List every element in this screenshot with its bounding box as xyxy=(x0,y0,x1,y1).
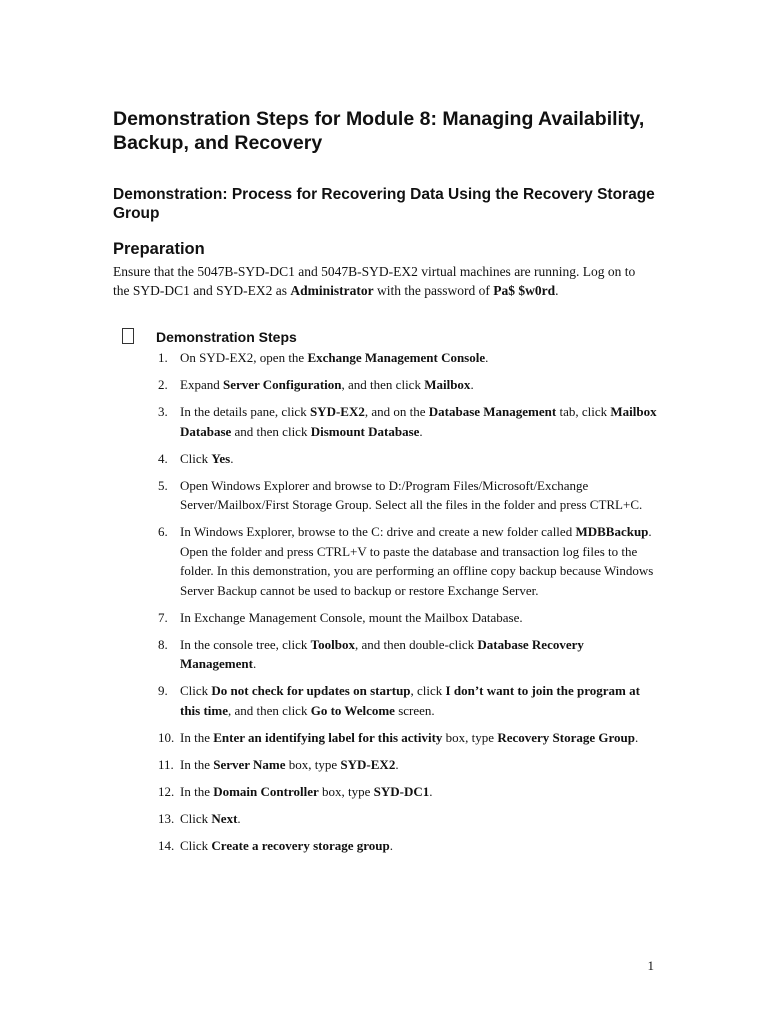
missing-glyph-icon xyxy=(122,328,134,344)
preparation-heading: Preparation xyxy=(113,240,205,258)
step-14: 14. Click Create a recovery storage group. xyxy=(158,837,394,853)
step-6: 6. In Windows Explorer, browse to the C: drive and create a new folder called MDBBackup. Open the folder and press CTRL+V to paste the database and transaction log files to the folder. In this demonstration, you are performing an offline copy backup because Windows Server Backup cannot be used to backup or restore Exchange Server. xyxy=(158,524,654,598)
step-12: 12. In the Domain Controller box, type SYD-DC1. xyxy=(158,783,433,799)
step-10: 10. In the Enter an identifying label for this activity box, type Recovery Storage Group. xyxy=(158,729,639,745)
demonstration-steps-list xyxy=(148,348,663,863)
step-3: 3. In the details pane, click SYD-EX2, and on the Database Management tab, click Mailbox Database and then click Dismount Database. xyxy=(158,404,657,439)
step-5: 5. Open Windows Explorer and browse to D:/Program Files/Microsoft/Exchange Server/Mailbox/First Storage Group. Select all the files in the folder and press CTRL+C. xyxy=(158,477,643,512)
step-7: 7. In Exchange Management Console, mount the Mailbox Database. xyxy=(158,609,523,625)
step-1: 1. On SYD-EX2, open the Exchange Management Console. xyxy=(158,350,489,365)
step-8: 8. In the console tree, click Toolbox, and then double-click Database Recovery Management. xyxy=(158,636,584,671)
page-number: 1 xyxy=(647,958,654,973)
demonstration-steps-heading: Demonstration Steps xyxy=(122,328,297,346)
preparation-text: Ensure that the 5047B-SYD-DC1 and 5047B-SYD-EX2 virtual machines are running. Log on to the SYD-DC1 and SYD-EX2 as Administrator with the password of Pa$ $w0rd. xyxy=(113,264,636,298)
step-13: 13. Click Next. xyxy=(158,810,241,826)
step-4: 4. Click Yes. xyxy=(158,450,234,466)
document-title: Demonstration Steps for Module 8: Managing Availability, Backup, and Recovery xyxy=(113,108,645,154)
step-2: 2. Expand Server Configuration, and then click Mailbox. xyxy=(158,377,474,392)
step-9: 9. Click Do not check for updates on startup, click I don’t want to join the program at this time, and then click Go to Welcome screen. xyxy=(158,683,640,718)
step-11: 11. In the Server Name box, type SYD-EX2. xyxy=(158,756,399,772)
demonstration-subtitle: Demonstration: Process for Recovering Data Using the Recovery Storage Group xyxy=(113,186,655,222)
